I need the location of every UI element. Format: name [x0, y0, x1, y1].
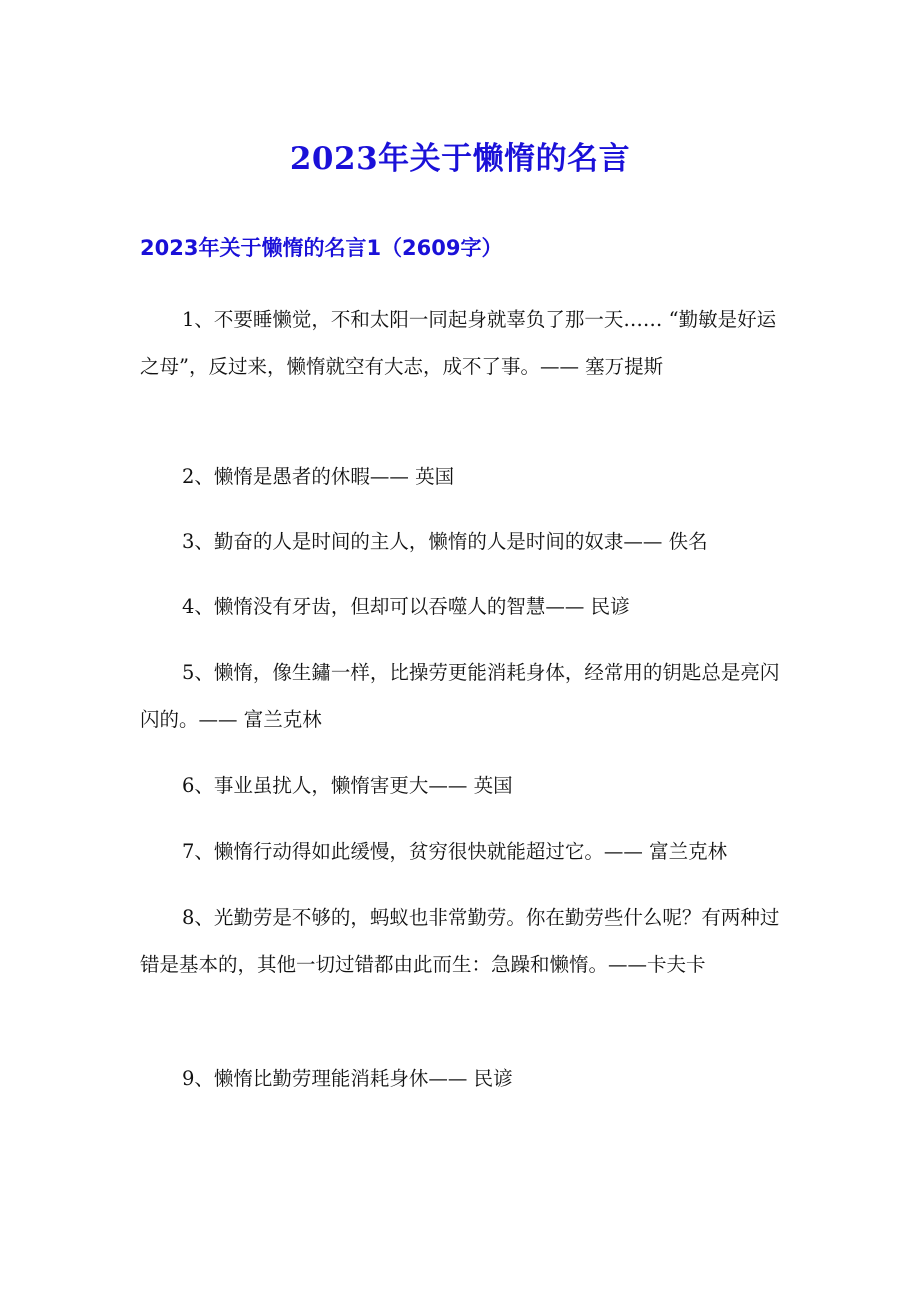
quote-item-7: 7、懒惰行动得如此缓慢，贫穷很快就能超过它。—— 富兰克林	[182, 840, 728, 863]
document-title: 2023年关于懒惰的名言	[289, 141, 631, 177]
quote-item-8: 8、光勤劳是不够的，蚂蚁也非常勤劳。你在勤劳些什么呢？有两种过错是基本的，其他一切过错都由此而生：急躁和懒惰。——卡夫卡	[140, 906, 780, 976]
quote-item-3: 3、勤奋的人是时间的主人，懒惰的人是时间的奴隶—— 佚名	[182, 530, 708, 553]
quote-item-6: 6、事业虽扰人，懒惰害更大—— 英国	[182, 774, 513, 797]
quote-item-4: 4、懒惰没有牙齿，但却可以吞噬人的智慧—— 民谚	[182, 595, 630, 618]
quote-item-1: 1、不要睡懒觉，不和太阳一同起身就辜负了那一天…… “勤敏是好运之母”，反过来，懒惰就空有大志，成不了事。—— 塞万提斯	[140, 308, 777, 378]
quote-item-2: 2、懒惰是愚者的休暇—— 英国	[182, 465, 455, 488]
section-heading: 2023年关于懒惰的名言1（2609字）	[140, 236, 503, 260]
quote-item-9: 9、懒惰比勤劳理能消耗身休—— 民谚	[182, 1067, 513, 1090]
quote-item-5: 5、懒惰，像生鏽一样，比操劳更能消耗身体，经常用的钥匙总是亮闪闪的。—— 富兰克林	[140, 661, 780, 731]
